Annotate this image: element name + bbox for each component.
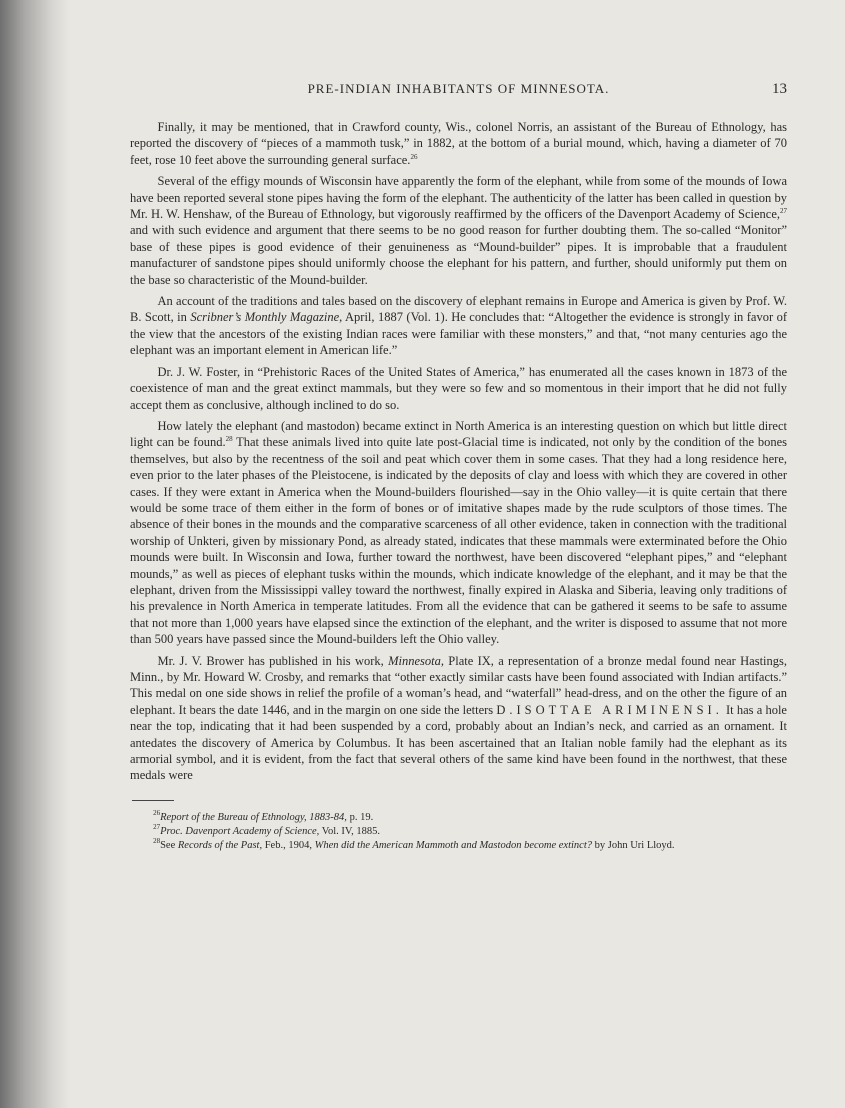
running-head [130, 75, 787, 103]
footnote [130, 808, 787, 825]
text-run: Plate IX, a representation of a bronze medal found near Hastings, Minn., by Mr. Howard W. Crosby, and remarks that “other exactly similar casts have been found associated with Indian artifacts.” This medal on one side shows in relief the profile of a woman’s head, and “waterfall” head-dress, and on the other the figure of an elephant. It bears the date 1446, and in the margin on one side the letters [130, 653, 787, 717]
paragraph [130, 653, 787, 784]
body-text [130, 119, 787, 784]
footnote [130, 836, 787, 853]
text-run: by John Uri Lloyd. [592, 839, 675, 851]
paragraph [130, 173, 787, 288]
page [130, 75, 787, 853]
text-run: How lately the elephant (and mastodon) became extinct in North America is an interesting question on which but little direct light can be found. [130, 418, 787, 450]
paragraph [130, 293, 787, 359]
book-binding-shadow [0, 0, 70, 1108]
footnote-reference: 28 [153, 836, 161, 845]
text-run: Feb., 1904, [262, 839, 315, 851]
footnote-reference: 27 [153, 822, 161, 831]
text-run: Finally, it may be mentioned, that in Crawford county, Wis., colonel Norris, an assistant of the Bureau of Ethnology, has reported the discovery of “pieces of a mammoth tusk,” in 1882, at the bottom of a burial mound, which, having a diameter of 70 feet, rose 10 feet above the surrounding general surface. [130, 120, 787, 167]
paragraph [130, 364, 787, 413]
text-run: See [160, 839, 178, 851]
footnote-reference: 26 [153, 808, 161, 817]
italic-text: Report of the Bureau of Ethnology, 1883-84, [160, 811, 347, 823]
running-head-title: PRE-INDIAN INHABITANTS OF MINNESOTA. [307, 81, 610, 96]
text-run: Vol. IV, 1885. [319, 825, 380, 837]
text-run: Mr. J. V. Brower has published in his work, [157, 653, 389, 668]
footnotes [130, 808, 787, 853]
italic-text: When did the American Mammoth and Mastodon become extinct? [314, 839, 592, 851]
italic-text: Records of the Past, [177, 839, 263, 851]
text-run: Dr. J. W. Foster, in “Prehistoric Races of the United States of America,” has enumerated all the cases known in 1873 of the coexistence of man and the great extinct mammals, but they were so few and so momentous in their import that he did not fully accept them as conclusive, although inclined to do so. [130, 364, 787, 412]
footnote-reference: 26 [410, 152, 418, 161]
paragraph [130, 418, 787, 648]
page-number: 13 [772, 81, 787, 97]
text-run: Several of the effigy mounds of Wisconsin have apparently the form of the elephant, while from some of the mounds of Iowa have been reported several stone pipes having the form of the elephant. The authenticity of the latter has been called in question by Mr. H. W. Henshaw, of the Bureau of Ethnology, but vigorously reaffirmed by the officers of the Davenport Academy of Science, [130, 174, 787, 222]
text-run: p. 19. [346, 811, 374, 823]
footnote-reference: 27 [780, 207, 787, 216]
text-run: An account of the traditions and tales based on the discovery of elephant remains in Europe and America is given by Prof. W. B. Scott, in [130, 294, 787, 325]
footnote [130, 822, 787, 839]
text-run: and with such evidence and argument that there seems to be no good reason for further doubting them. The so-called “Monitor” base of these pipes is good evidence of their genuineness as “Mound-builder” pipes. It is improbable that a fraudulent manufacturer of sandstone pipes should uniformly choose the elephant for his pattern, and further, should uniformly put them on the base so characteristic of the Mound-builder. [130, 223, 787, 287]
text-run: , April, 1887 (Vol. 1). He concludes that: “Altogether the evidence is strongly in favor of the view that the ancestors of the existing Indian races were familiar with these monsters,” and that, “not many centuries ago the elephant was an important element in American life.” [130, 310, 787, 358]
italic-text: Scribner’s Monthly Magazine [190, 310, 340, 325]
footnote-divider [132, 800, 174, 801]
letterspaced-text: D.ISOTTAE ARIMINENSI. [496, 702, 723, 717]
footnote-reference: 28 [225, 435, 233, 444]
italic-text: Minnesota, [388, 653, 444, 668]
text-run: It has a hole near the top, indicating that it had been suspended by a cord, probably about an Indian’s neck, and carried as an ornament. It antedates the discovery of America by Columbus. It has been ascertained that an Italian noble family had the elephant as its armorial symbol, and it is evident, from the fact that several others of the same kind have been found in the northwest, that these medals were [130, 702, 787, 783]
text-run: That these animals lived into quite late post-Glacial time is indicated, not only by the condition of the bones themselves, but also by the recentness of the soil and peat which cover them in some cases. That they had a long residence here, even prior to the later phases of the Pleistocene, is indicated by the deposits of clay and loess with which they are covered in other cases. If they were extant in America when the Mound-builders flourished—say in the Ohio valley—it is quite certain that there would be some trace of them either in the form of bones or of imitative shapes made by the rude sculptors of those times. The absence of their bones in the mounds and the comparative scarceness of all other evidence, taken in connection with the traditional worship of Unkteri, given by missionary Pond, as already stated, indicates that these mammals were exterminated before the Ohio mounds were built. In Wisconsin and Iowa, further toward the northwest, have been discovered “elephant pipes,” and “elephant mounds,” as well as pieces of elephant tusks within the mounds, which indicate knowledge of the elephant, and it may be that the elephant, driven from the Mississippi valley toward the northwest, finally expired in Alaska and Siberia, leaving only traditions of his prevalence in North America in temperate latitudes. From all the evidence that can be gathered it seems to be safe to assume that not more than 1,000 years have elapsed since the extinction of the elephant, and the writer is disposed to assume that not more than 500 years have passed since the Mound-builders left the Ohio valley. [130, 435, 787, 647]
paragraph [130, 119, 787, 168]
italic-text: Proc. Davenport Academy of Science, [160, 825, 320, 837]
